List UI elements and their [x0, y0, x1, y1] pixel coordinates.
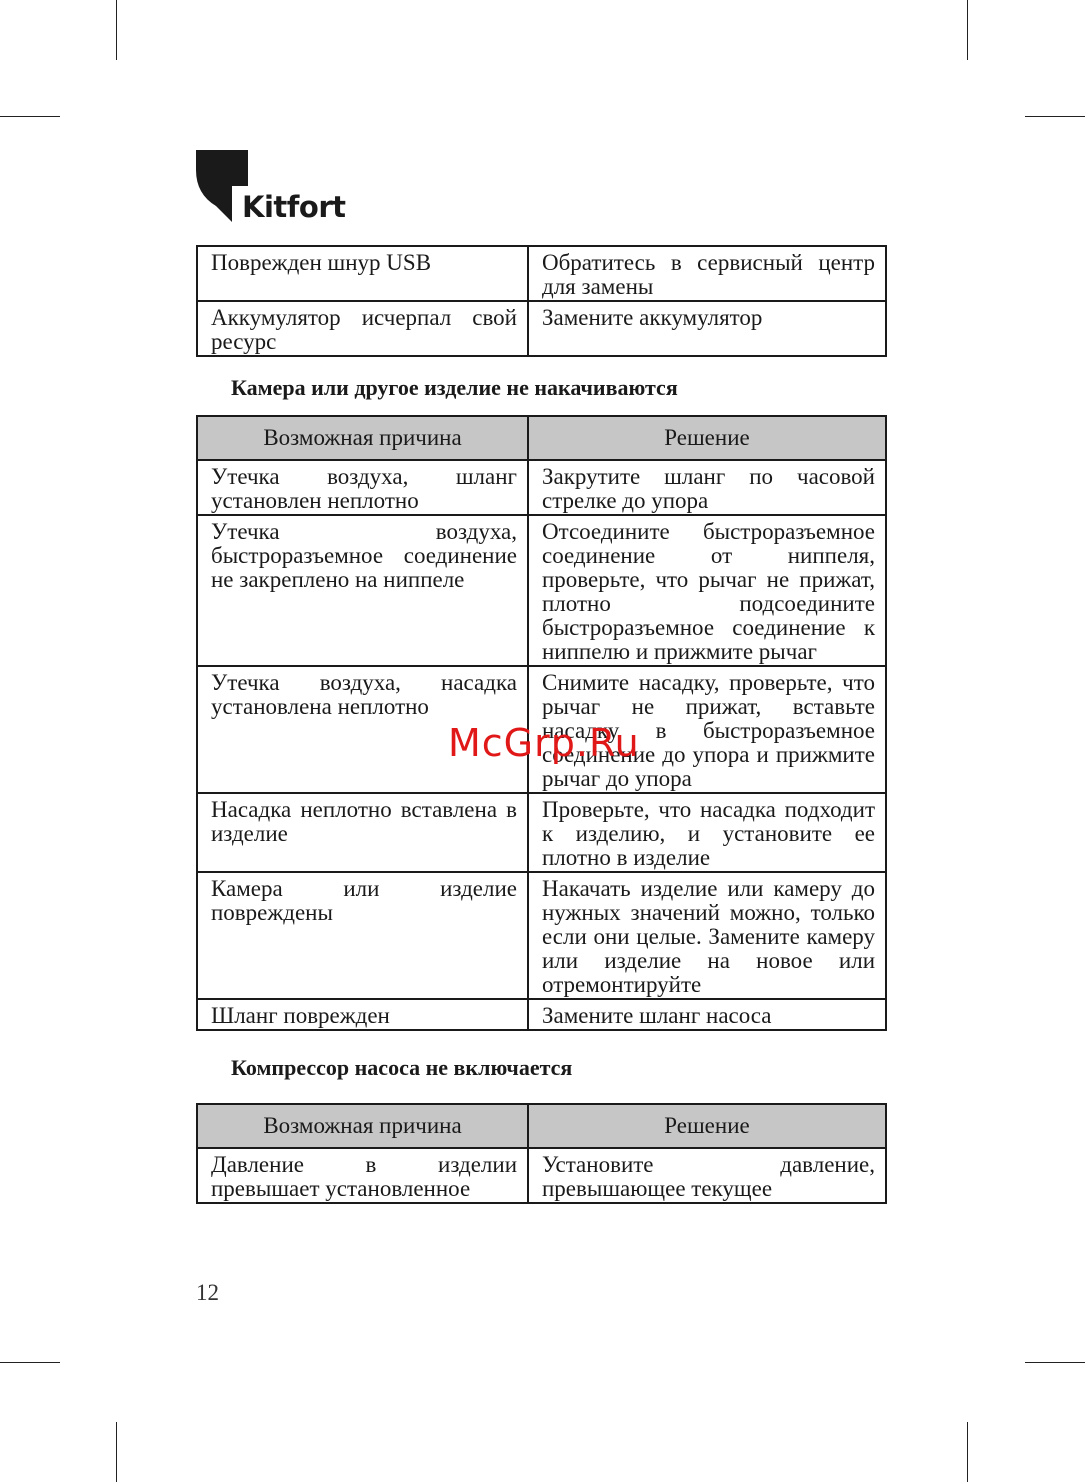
cause-cell: Насадка неплотно вставлена в изделие	[197, 793, 528, 872]
table-row	[197, 1148, 886, 1203]
solution-cell: Снимите насадку, проверьте, что рычаг не прижат, вставьте насадку в быстроразъемное соединение до упора и прижмите рычаг до упора	[528, 666, 886, 793]
cause-cell: Утечка воздуха, насадка установлена неплотно	[197, 666, 528, 793]
table-row	[197, 301, 886, 356]
solution-cell: Установите давление, превышающее текущее	[528, 1148, 886, 1203]
crop-mark	[0, 116, 60, 117]
header-cause: Возможная причина	[197, 416, 528, 460]
table-header-row	[197, 1104, 886, 1148]
cause-cell: Давление в изделии превышает установленное	[197, 1148, 528, 1203]
crop-mark	[116, 0, 117, 60]
solution-cell: Замените аккумулятор	[528, 301, 886, 356]
solution-cell: Обратитесь в сервисный центр для замены	[528, 246, 886, 301]
table-row	[197, 515, 886, 666]
cause-cell: Утечка воздуха, быстроразъемное соединение не закреплено на ниппеле	[197, 515, 528, 666]
crop-mark	[0, 1362, 60, 1363]
crop-mark	[1025, 116, 1085, 117]
solution-cell: Отсоедините быстроразъемное соединение от ниппеля, проверьте, что рычаг не прижат, плотно подсоедините быстроразъемное соединение к ниппелю и прижмите рычаг	[528, 515, 886, 666]
table-row	[197, 872, 886, 999]
crop-mark	[967, 0, 968, 60]
section-title: Компрессор насоса не включается	[231, 1055, 573, 1080]
crop-mark	[967, 1422, 968, 1482]
cause-cell: Шланг поврежден	[197, 999, 528, 1030]
table-row	[197, 793, 886, 872]
page-number: 12	[196, 1280, 219, 1305]
cause-cell: Утечка воздуха, шланг установлен неплотно	[197, 460, 528, 515]
brand-name: Kitfort	[242, 190, 346, 224]
header-solution: Решение	[528, 1104, 886, 1148]
crop-mark	[1025, 1362, 1085, 1363]
solution-cell: Закрутите шланг по часовой стрелке до упора	[528, 460, 886, 515]
solution-cell: Замените шланг насоса	[528, 999, 886, 1030]
table-compressor	[196, 1103, 887, 1204]
cause-cell: Поврежден шнур USB	[197, 246, 528, 301]
crop-mark	[116, 1422, 117, 1482]
cause-cell: Аккумулятор исчерпал свой ресурс	[197, 301, 528, 356]
table-top	[196, 245, 887, 357]
solution-cell: Проверьте, что насадка подходит к изделию, и установите ее плотно в изделие	[528, 793, 886, 872]
table-row	[197, 460, 886, 515]
solution-cell: Накачать изделие или камеру до нужных значений можно, только если они целые. Замените камеру или изделие на новое или отремонтируйте	[528, 872, 886, 999]
header-cause: Возможная причина	[197, 1104, 528, 1148]
kitfort-logo	[196, 150, 356, 226]
table-row	[197, 246, 886, 301]
header-solution: Решение	[528, 416, 886, 460]
table-row	[197, 999, 886, 1030]
watermark: McGrp.Ru	[448, 721, 640, 765]
cause-cell: Камера или изделие повреждены	[197, 872, 528, 999]
section-title: Камера или другое изделие не накачиваются	[231, 375, 678, 400]
table-header-row	[197, 416, 886, 460]
